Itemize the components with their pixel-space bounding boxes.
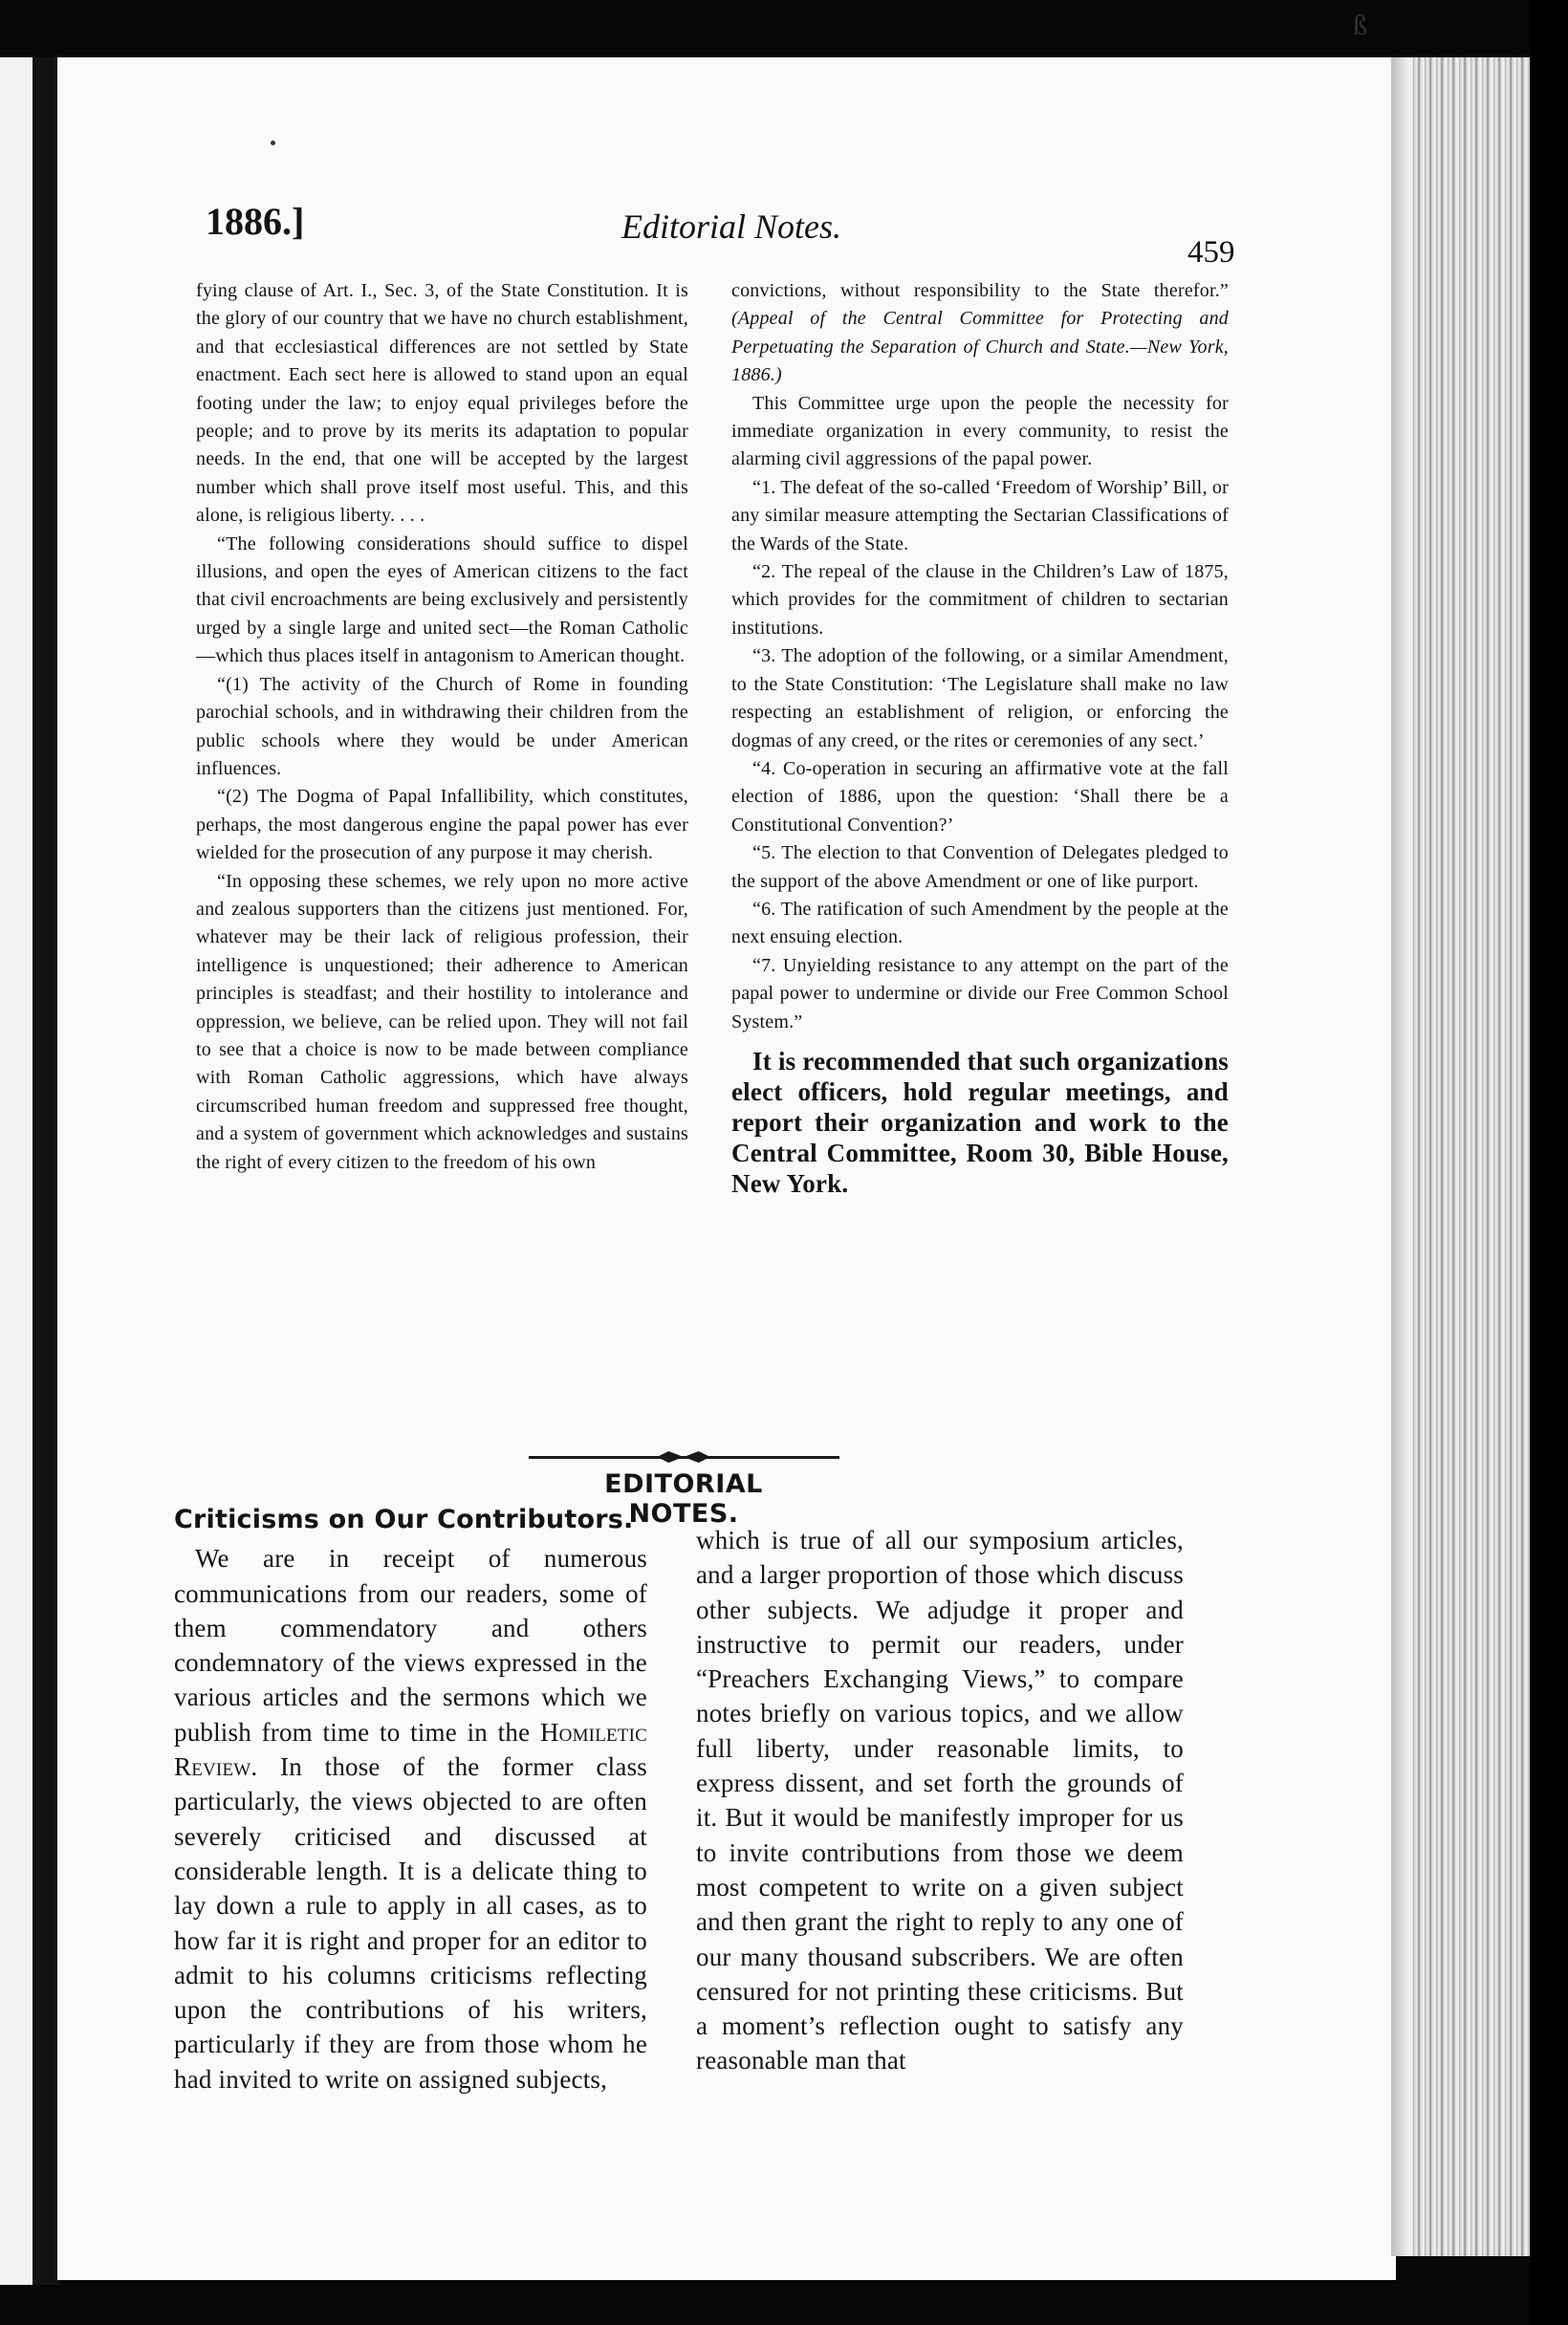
citation: (Appeal of the Central Committee for Protecting and Perpetuating the Separation of Church and State.—New York, 1886.) bbox=[731, 308, 1229, 386]
running-head-title: Editorial Notes. bbox=[621, 207, 842, 246]
book-gutter bbox=[33, 57, 59, 2285]
opening-text: convictions, without responsibility to the State therefor.” bbox=[731, 280, 1229, 301]
page-number: 459 bbox=[1187, 235, 1235, 270]
scan-border bbox=[1530, 0, 1568, 2325]
paragraph-text: We are in receipt of numerous communications from our readers, some of them commendatory and others condemnatory of the views expressed in the various articles and the sermons which we publish from time to time in the bbox=[174, 1544, 647, 1747]
paragraph: “(1) The activity of the Church of Rome in founding parochial schools, and in withdrawing their children from the public schools where they would be under American influences. bbox=[196, 673, 688, 779]
list-item: “1. The defeat of the so-called ‘Freedom of Worship’ Bill, or any similar measure attempting the Sectarian Classifications of the Wards of the State. bbox=[731, 476, 1229, 554]
lower-right-column bbox=[696, 1523, 1184, 2078]
section-heading: EDITORIAL NOTES. bbox=[604, 1469, 763, 1529]
running-head-year: 1886.] bbox=[206, 200, 305, 243]
paragraph: “(2) The Dogma of Papal Infallibility, which constitutes, perhaps, the most dangerous engine the papal power has ever wielded for the prosecution of any purpose it may cherish. bbox=[196, 786, 688, 864]
paragraph: “The following considerations should suffice to dispel illusions, and open the eyes of American citizens to the fact that civil encroachments are being exclusively and persistently urged by a single large and united sect—the Roman Catholic—which thus places itself in antagonism to American thought. bbox=[196, 532, 688, 667]
upper-right-column bbox=[731, 277, 1229, 1199]
paragraph: “In opposing these schemes, we rely upon no more active and zealous supporters than the citizens just mentioned. For, whatever may be their lack of religious profession, their intelligence is unquestioned; their adherence to American principles is steadfast; and their hostility to intolerance and oppression, we believe, can be relied upon. They will not fail to see that a choice is now to be made between compliance with Roman Catholic aggressions, which have always circumscribed human freedom and suppressed free thought, and a system of government which acknowledges and sustains the right of every citizen to the freedom of his own bbox=[196, 870, 688, 1173]
ornamental-rule bbox=[529, 1450, 839, 1464]
list-item: “3. The adoption of the following, or a similar Amendment, to the State Constitution: ‘The Legislature shall make no law respecting an establishment of religion, or enforcing the dogmas of any creed, or the rites or ceremonies of any sect.’ bbox=[731, 645, 1229, 751]
list-item: “2. The repeal of the clause in the Children’s Law of 1875, which provides for the commitment of children to sectarian institutions. bbox=[731, 561, 1229, 639]
corner-mark: ß bbox=[1353, 10, 1367, 41]
paragraph: This Committee urge upon the people the necessity for immediate organization in every community, to resist the alarming civil aggressions of the papal power. bbox=[731, 392, 1229, 470]
list-item: “4. Co-operation in securing an affirmative vote at the fall election of 1886, upon the question: ‘Shall there be a Constitutional Convention?’ bbox=[731, 757, 1229, 836]
paragraph-with-citation bbox=[731, 277, 1229, 390]
recommendation: It is recommended that such organizations elect officers, hold regular meetings, and report their organization and work to the Central Committee, Room 30, Bible House, New York. bbox=[731, 1046, 1229, 1198]
journal-title: Homiletic Review. bbox=[174, 1717, 648, 1782]
facing-page-edge bbox=[0, 57, 33, 2285]
running-head bbox=[57, 199, 1396, 270]
page-edges bbox=[1391, 57, 1540, 2256]
rule-ornament bbox=[657, 1451, 710, 1463]
list-item: “7. Unyielding resistance to any attempt on the part of the papal power to undermine or divide our Free Common School System.” bbox=[731, 954, 1229, 1032]
list-item: “6. The ratification of such Amendment by the people at the next ensuing election. bbox=[731, 898, 1229, 948]
speck bbox=[271, 141, 275, 145]
paragraph-text-continued: In those of the former class particularly, the views objected to are often severely criticised and discussed at considerable length. It is a delicate thing to lay down a rule to apply in all cases, as to how far it is right and proper for an editor to admit to his columns criticisms reflecting upon the contributions of his writers, particularly if they are from those whom he had invited to write on assigned subjects, bbox=[174, 1752, 647, 2094]
article-heading: Criticisms on Our Contributors. bbox=[174, 1505, 634, 1534]
list-item: “5. The election to that Convention of Delegates pledged to the support of the above Amendment or one of like purport. bbox=[731, 842, 1229, 892]
paragraph: which is true of all our symposium articles, and a larger proportion of those which discuss other subjects. We adjudge it proper and instructive to permit our readers, under “Preachers Exchanging Views,” to compare notes briefly on various topics, and we allow full liberty, under reasonable limits, to express dissent, and set forth the grounds of it. But it would be manifestly improper for us to invite contributions from those we deem most competent to write on a given subject and then grant the right to reply to any one of our many thousand subscribers. We are often censured for not printing these criticisms. But a moment’s reflection ought to satisfy any reasonable man that bbox=[696, 1526, 1184, 2075]
paragraph: fying clause of Art. I., Sec. 3, of the State Constitution. It is the glory of our country that we have no church establishment, and that ecclesiastical differences are not settled by State enactment. Each sect here is allowed to stand upon an equal footing under the law; to enjoy equal privileges before the people; and to prove by its merits its adaptation to popular needs. In the end, that one will be accepted by the largest number which shall prove itself most useful. This, and this alone, is religious liberty. . . . bbox=[196, 280, 688, 527]
upper-left-column bbox=[196, 277, 688, 1177]
paragraph bbox=[174, 1541, 647, 2097]
lower-left-column bbox=[174, 1503, 647, 2097]
rule-line bbox=[529, 1456, 839, 1459]
